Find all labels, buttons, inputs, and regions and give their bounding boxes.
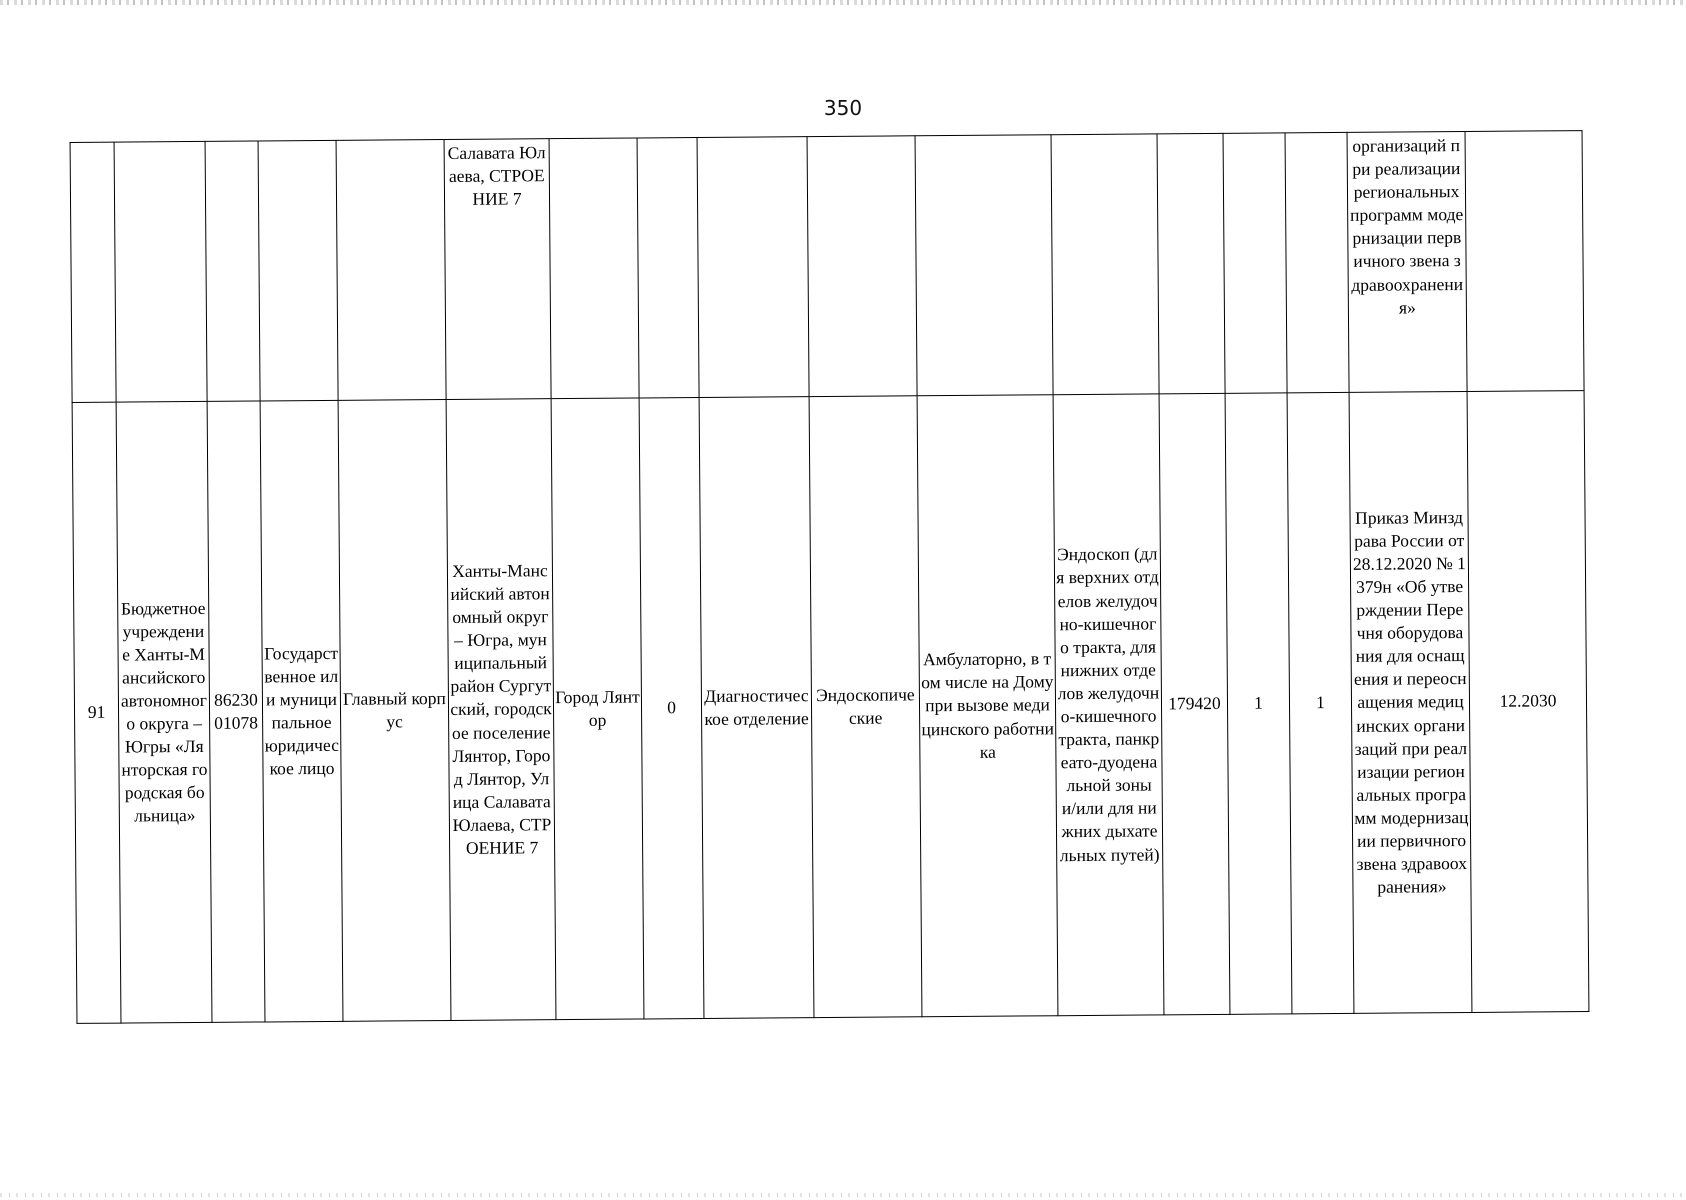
- cell-date: 12.2030: [1467, 391, 1589, 1013]
- cell-code: 179420: [1159, 393, 1230, 1014]
- cell-empty: [1465, 131, 1584, 392]
- cell-empty: [70, 142, 116, 402]
- cell-empty: [336, 140, 446, 401]
- cell-empty: [1285, 132, 1349, 392]
- cell-empty: [1051, 134, 1159, 395]
- cell-empty: [915, 135, 1053, 396]
- cell-empty: [1223, 133, 1287, 393]
- cell-quantity-1: 1: [1225, 393, 1292, 1014]
- cell-empty: [637, 138, 699, 398]
- scan-edge-bottom: [0, 1193, 1686, 1197]
- cell-basis: Приказ Минздрава России от 28.12.2020 № 1379н «Об утверждении Перечня оборудования для оснащения и переоснащения медицинских организаций при реализации региональных программ модернизации первичного звена здравоохранения»: [1349, 391, 1472, 1013]
- cell-empty: [807, 136, 917, 397]
- cell-empty: [1157, 133, 1225, 394]
- scan-edge-top: [0, 0, 1686, 5]
- cell-organization-name: Бюджетное учреждение Ханты-Мансийского автономного округа – Югры «Лянторская городская больница»: [116, 401, 212, 1023]
- cell-category: Эндоскопические: [809, 396, 922, 1018]
- cell-empty: [114, 141, 207, 402]
- cell-equipment: Эндоскоп (для верхних отделов желудочно-кишечного тракта, для нижних отделов желудочно-кишечного тракта, панкреато-дуоденальной зоны и/или для нижних дыхательных путей): [1053, 394, 1164, 1016]
- cell-conditions: Амбулаторно, в том числе на Дому при вызове медицинского работника: [917, 395, 1058, 1017]
- cell-locality: Город Лянтор: [551, 398, 644, 1020]
- cell-building: Главный корпус: [338, 400, 451, 1022]
- table-row: [72, 391, 1589, 1024]
- cell-basis-continued: организаций при реализации региональных программ модернизации первичного звена здравоохранения»: [1347, 131, 1467, 392]
- cell-inn: 8623001078: [207, 401, 265, 1022]
- cell-empty: [697, 137, 809, 398]
- cell-address: Ханты-Мансийский автономный округ – Югра, муниципальный район Сургутский, городское поселение Лянтор, Город Лянтор, Улица Салавата Юлаева, СТРОЕНИЕ 7: [446, 399, 556, 1021]
- cell-empty: [258, 140, 338, 401]
- cell-quantity-2: 1: [1287, 392, 1354, 1013]
- cell-organization-type: Государственное или муниципальное юридическое лицо: [260, 400, 343, 1022]
- cell-zero-value: 0: [639, 398, 704, 1019]
- table-row-continued: [70, 131, 1584, 403]
- cell-empty: [205, 141, 260, 401]
- page-number: 350: [823, 96, 863, 120]
- cell-row-number: 91: [72, 402, 121, 1023]
- equipment-table: [70, 130, 1590, 1024]
- cell-empty: [549, 138, 639, 399]
- cell-department: Диагностическое отделение: [699, 397, 814, 1019]
- cell-address-continued: Салавата Юлаева, СТРОЕНИЕ 7: [444, 139, 551, 400]
